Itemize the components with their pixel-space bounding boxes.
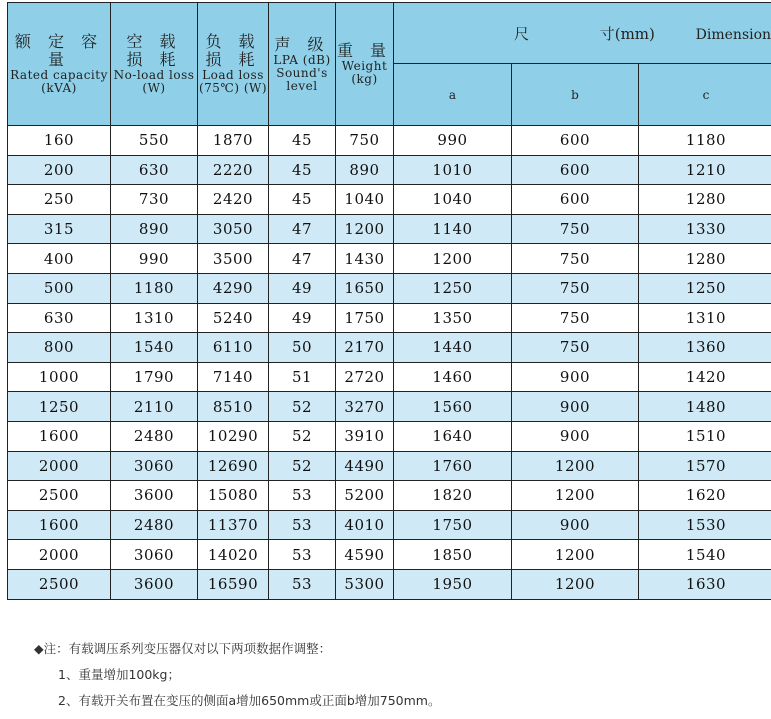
cell-b: 600 [512,155,639,185]
cell-noload: 2480 [111,421,198,451]
table-row [8,451,771,481]
cell-b: 900 [512,392,639,422]
cell-a: 1250 [394,273,512,303]
cell-a: 1560 [394,392,512,422]
cell-b: 1200 [512,451,639,481]
cell-noload: 1310 [111,303,198,333]
cell-c: 1210 [639,155,771,185]
cell-weight: 1650 [336,273,394,303]
cell-load: 3500 [198,244,269,274]
cell-b: 600 [512,185,639,215]
header-weight-zh: 重 量 [336,42,393,60]
cell-capacity: 500 [8,273,111,303]
table-row [8,185,771,215]
cell-capacity: 250 [8,185,111,215]
cell-c: 1250 [639,273,771,303]
cell-load: 7140 [198,362,269,392]
header-dimension-en: Dimension [696,27,771,43]
cell-sound: 53 [269,510,336,540]
cell-weight: 4010 [336,510,394,540]
cell-b: 1200 [512,481,639,511]
cell-load: 2420 [198,185,269,215]
header-dimension-zh-2: 寸(mm) [600,23,655,44]
cell-sound: 52 [269,421,336,451]
notes-section [34,641,440,719]
cell-noload: 630 [111,155,198,185]
cell-load: 2220 [198,155,269,185]
cell-b: 750 [512,273,639,303]
cell-weight: 3910 [336,421,394,451]
table-row [8,392,771,422]
cell-c: 1330 [639,214,771,244]
cell-capacity: 630 [8,303,111,333]
cell-a: 1350 [394,303,512,333]
cell-weight: 4490 [336,451,394,481]
cell-sound: 49 [269,273,336,303]
cell-sound: 53 [269,481,336,511]
header-load-zh: 负 载 损 耗 [198,33,268,69]
cell-a: 1950 [394,569,512,599]
cell-b: 750 [512,303,639,333]
cell-b: 1200 [512,540,639,570]
header-sound [269,3,336,126]
cell-a: 1750 [394,510,512,540]
cell-weight: 1430 [336,244,394,274]
cell-noload: 990 [111,244,198,274]
note-item-1: 1、重量增加100kg； [34,667,440,693]
cell-noload: 3600 [111,481,198,511]
cell-noload: 1540 [111,333,198,363]
table-row [8,540,771,570]
cell-sound: 45 [269,126,336,156]
header-noload [111,3,198,126]
table-row [8,126,771,156]
header-col-a: a [394,64,512,126]
cell-noload: 2110 [111,392,198,422]
cell-weight: 1750 [336,303,394,333]
cell-weight: 2170 [336,333,394,363]
cell-a: 1460 [394,362,512,392]
note-item-2: 2、有载开关布置在变压的侧面a增加650mm或正面b增加750mm。 [34,693,440,719]
cell-weight: 5200 [336,481,394,511]
cell-b: 900 [512,510,639,540]
cell-sound: 47 [269,244,336,274]
table-row [8,481,771,511]
cell-noload: 890 [111,214,198,244]
table-row [8,569,771,599]
header-weight [336,3,394,126]
header-noload-en: No-load loss (W) [111,69,197,95]
notes-title: ◆注：有载调压系列变压器仅对以下两项数据作调整： [34,641,440,667]
cell-c: 1630 [639,569,771,599]
cell-capacity: 1600 [8,510,111,540]
cell-load: 8510 [198,392,269,422]
cell-c: 1570 [639,451,771,481]
table-row [8,303,771,333]
cell-sound: 52 [269,451,336,481]
cell-noload: 1180 [111,273,198,303]
cell-a: 1760 [394,451,512,481]
cell-load: 11370 [198,510,269,540]
cell-a: 1200 [394,244,512,274]
cell-c: 1180 [639,126,771,156]
cell-b: 900 [512,421,639,451]
cell-noload: 2480 [111,510,198,540]
cell-c: 1280 [639,244,771,274]
cell-b: 750 [512,214,639,244]
header-load-en: Load loss (75℃) (W) [198,69,268,95]
cell-b: 600 [512,126,639,156]
cell-weight: 750 [336,126,394,156]
cell-c: 1510 [639,421,771,451]
cell-capacity: 315 [8,214,111,244]
cell-noload: 1790 [111,362,198,392]
cell-c: 1620 [639,481,771,511]
header-sound-en: LPA (dB) Sound's level [269,54,335,93]
cell-b: 750 [512,333,639,363]
cell-capacity: 1600 [8,421,111,451]
cell-capacity: 1000 [8,362,111,392]
cell-capacity: 2500 [8,481,111,511]
cell-capacity: 400 [8,244,111,274]
cell-load: 6110 [198,333,269,363]
header-dimension-zh-1: 尺 [514,23,529,44]
cell-load: 5240 [198,303,269,333]
cell-load: 14020 [198,540,269,570]
cell-noload: 3600 [111,569,198,599]
cell-a: 1010 [394,155,512,185]
cell-b: 750 [512,244,639,274]
header-dimension [394,3,771,64]
cell-weight: 2720 [336,362,394,392]
cell-weight: 3270 [336,392,394,422]
cell-a: 1440 [394,333,512,363]
cell-a: 1140 [394,214,512,244]
table-row [8,421,771,451]
cell-noload: 730 [111,185,198,215]
header-capacity-en: Rated capacity (kVA) [8,69,110,95]
cell-weight: 4590 [336,540,394,570]
table-row [8,333,771,363]
cell-sound: 52 [269,392,336,422]
cell-a: 1850 [394,540,512,570]
cell-a: 990 [394,126,512,156]
cell-sound: 45 [269,185,336,215]
cell-load: 16590 [198,569,269,599]
table-row [8,214,771,244]
cell-noload: 3060 [111,540,198,570]
cell-sound: 50 [269,333,336,363]
cell-a: 1820 [394,481,512,511]
cell-weight: 5300 [336,569,394,599]
cell-c: 1310 [639,303,771,333]
cell-a: 1040 [394,185,512,215]
cell-c: 1360 [639,333,771,363]
cell-noload: 550 [111,126,198,156]
cell-sound: 47 [269,214,336,244]
cell-load: 3050 [198,214,269,244]
cell-load: 1870 [198,126,269,156]
cell-capacity: 2500 [8,569,111,599]
table-row [8,362,771,392]
cell-sound: 49 [269,303,336,333]
cell-capacity: 200 [8,155,111,185]
table-row [8,244,771,274]
cell-c: 1280 [639,185,771,215]
cell-a: 1640 [394,421,512,451]
header-noload-zh: 空 载 损 耗 [111,33,197,69]
cell-capacity: 160 [8,126,111,156]
cell-load: 4290 [198,273,269,303]
header-sound-zh: 声 级 [269,36,335,54]
cell-sound: 53 [269,540,336,570]
header-capacity-zh: 额 定 容 量 [8,33,110,69]
cell-c: 1420 [639,362,771,392]
cell-noload: 3060 [111,451,198,481]
cell-weight: 890 [336,155,394,185]
table-row [8,155,771,185]
cell-load: 15080 [198,481,269,511]
header-capacity [8,3,111,126]
header-col-c: c [639,64,771,126]
cell-weight: 1040 [336,185,394,215]
cell-c: 1540 [639,540,771,570]
cell-weight: 1200 [336,214,394,244]
cell-capacity: 800 [8,333,111,363]
cell-b: 1200 [512,569,639,599]
header-col-b: b [512,64,639,126]
cell-capacity: 2000 [8,540,111,570]
table-row [8,273,771,303]
cell-load: 12690 [198,451,269,481]
table-row [8,510,771,540]
cell-c: 1480 [639,392,771,422]
cell-capacity: 1250 [8,392,111,422]
header-load [198,3,269,126]
header-weight-en: Weight (kg) [336,60,393,86]
cell-load: 10290 [198,421,269,451]
cell-sound: 51 [269,362,336,392]
cell-c: 1530 [639,510,771,540]
spec-table [7,2,771,600]
cell-sound: 45 [269,155,336,185]
cell-capacity: 2000 [8,451,111,481]
cell-sound: 53 [269,569,336,599]
cell-b: 900 [512,362,639,392]
